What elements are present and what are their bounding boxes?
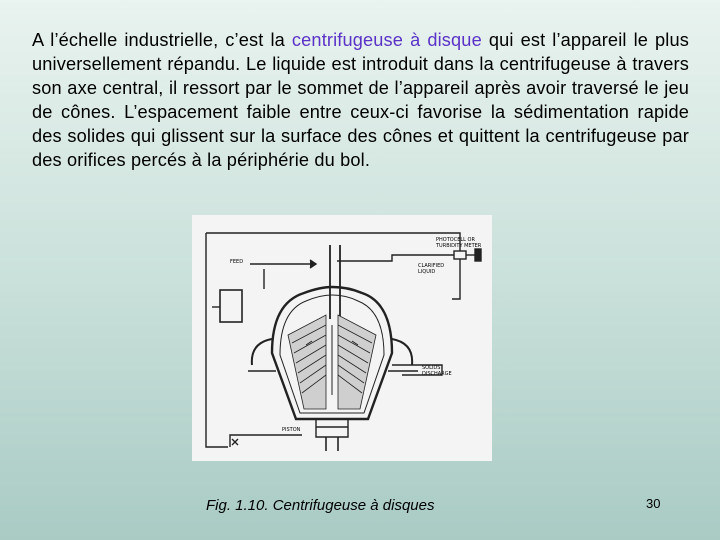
- clarified-label: CLARIFIED LIQUID: [418, 263, 445, 275]
- paragraph-intro: A l’échelle industrielle, c’est la: [32, 30, 292, 50]
- figure-caption: Fig. 1.10. Centrifugeuse à disques: [206, 497, 435, 514]
- paragraph-rest: qui est l’appareil le plus universellement répandu. Le liquide est introduit dans la centrifugeuse à travers son axe central, il ressort par le sommet de l’appareil après avoir traversé le jeu de cônes. L’espacement faible entre ceux-ci favorise la sédimentation rapide des solides qui glissent sur la surface des cônes et quittent la centrifugeuse par des orifices percés à la périphérie du bol.: [32, 30, 690, 170]
- feed-label: FEED: [230, 259, 244, 265]
- piston-label: PISTON: [282, 427, 301, 433]
- solids-discharge-label: SOLIDS DISCHARGE: [422, 365, 452, 377]
- photocell-label: PHOTOCELL OR TURBIDITY METER: [436, 237, 482, 249]
- highlight-term: centrifugeuse à disque: [291, 30, 482, 50]
- page-number: 30: [646, 496, 661, 511]
- centrifuge-diagram: [192, 215, 492, 461]
- body-paragraph: [32, 28, 689, 172]
